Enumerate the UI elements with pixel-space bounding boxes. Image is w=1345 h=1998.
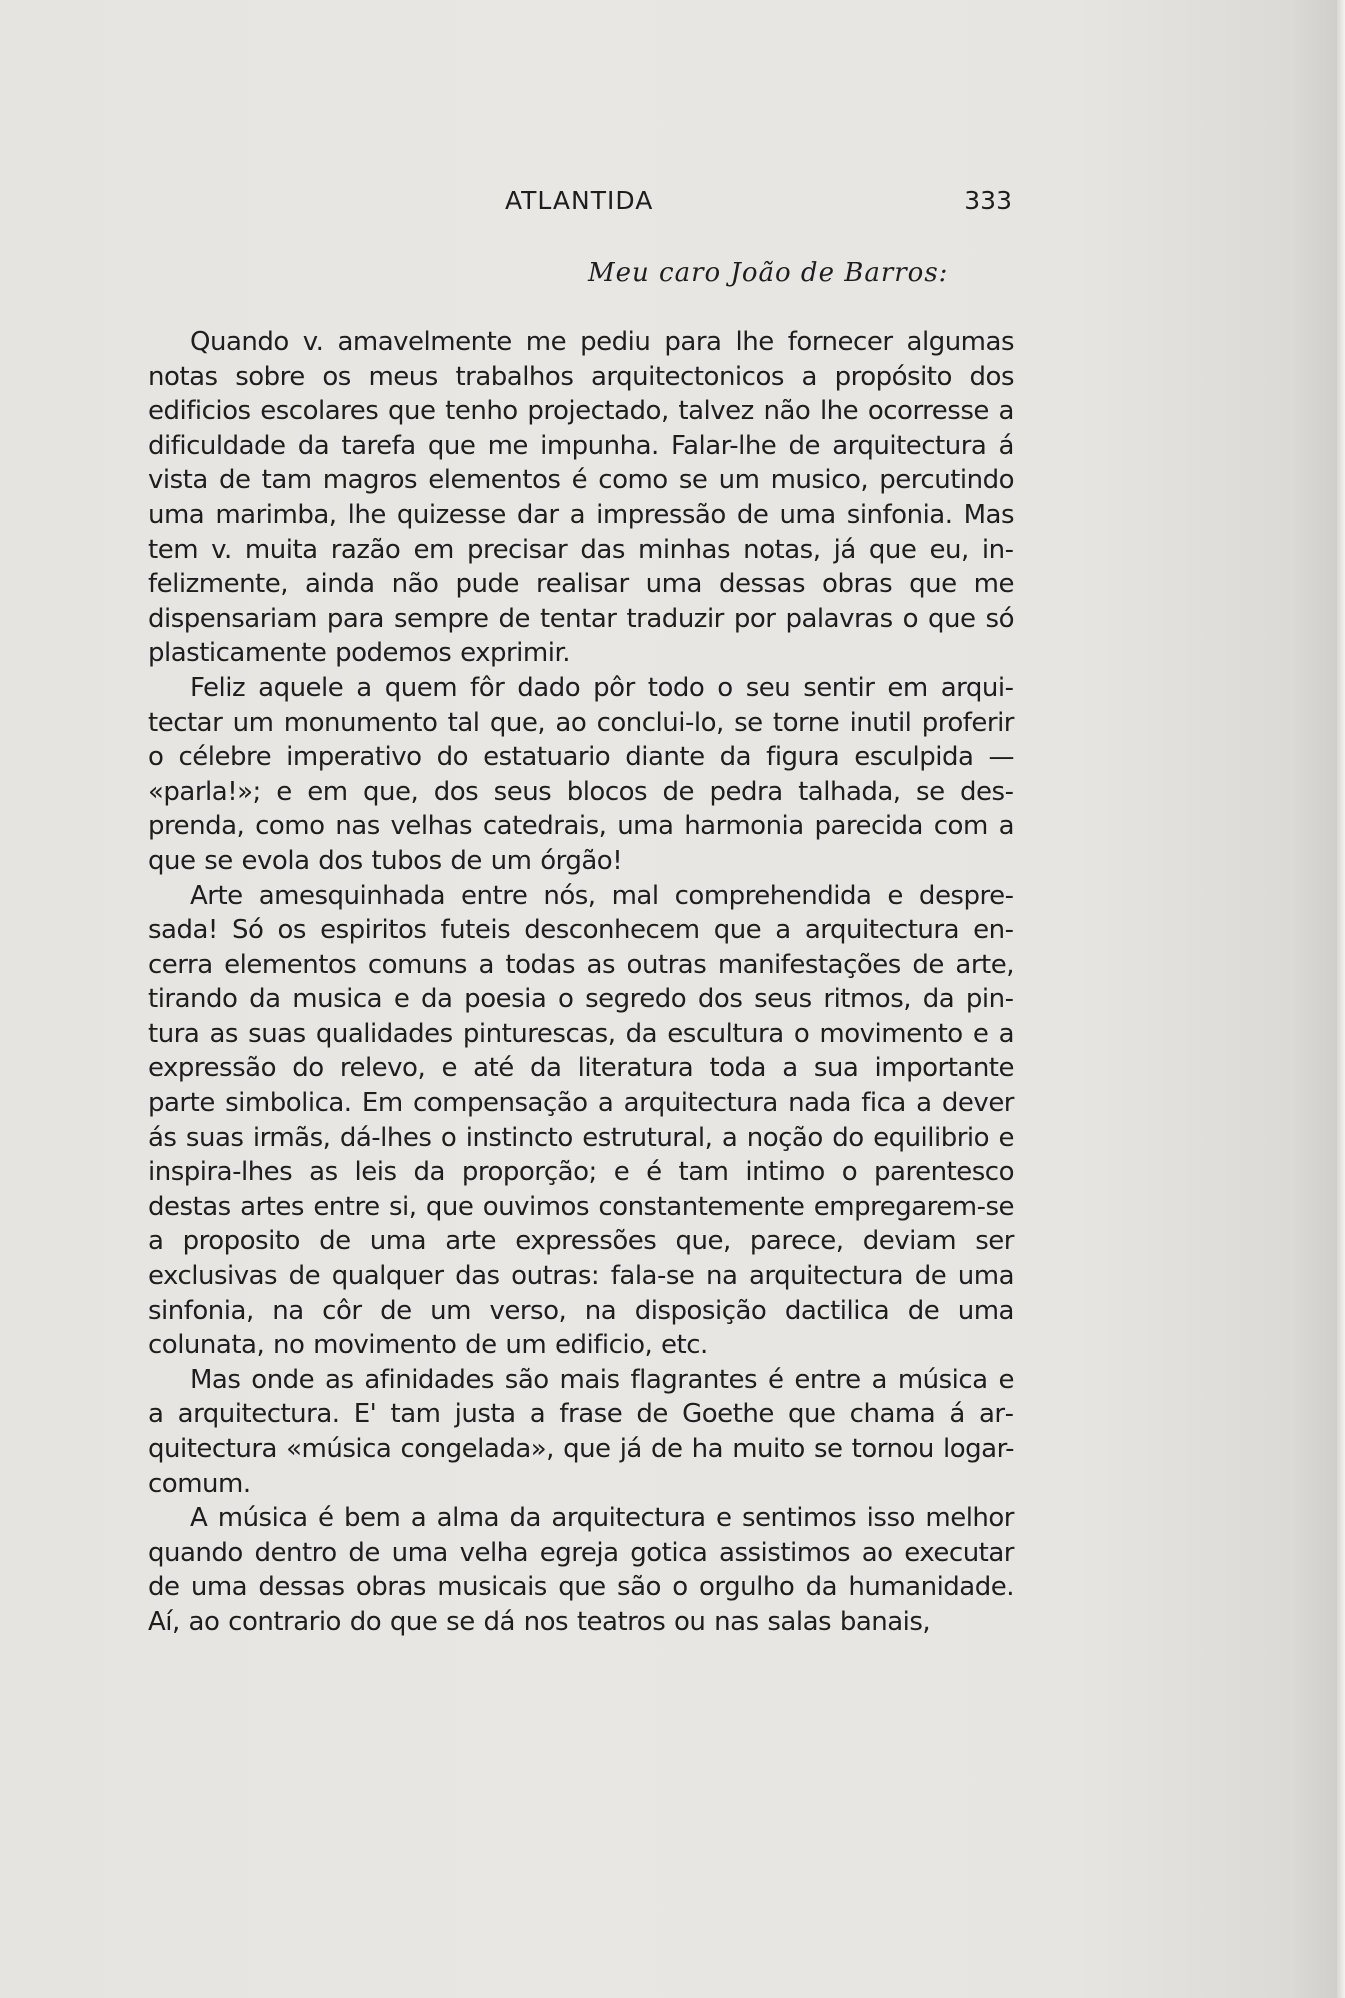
running-head [148, 186, 1012, 226]
letter-body [148, 325, 1014, 1640]
letter-salutation: Meu caro João de Barros: [588, 258, 949, 288]
running-title: ATLANTIDA [505, 186, 654, 215]
paragraph-2: Feliz aquele a quem fôr dado pôr todo o seu sentir em arquitectar um monumento tal que, ao conclui-lo, se torne inutil proferir o célebre imperativo do estatuario diante da figura esculpida — «parla!»; e em que, dos seus blocos de pedra talhada, se desprenda, como nas velhas catedrais, uma harmonia parecida com a que se evola dos tubos de um órgão! [148, 672, 1014, 876]
paragraph-3: Arte amesquinhada entre nós, mal comprehendida e despresada! Só os espiritos futeis desconhecem que a arquitectura encerra elementos comuns a todas as outras manifestações de arte, tirando da musica e da poesia o segredo dos seus ritmos, da pintura as suas qualidades pinturescas, da escultura o movimento e a expressão do relevo, e até da literatura toda a sua importante parte simbolica. Em compensação a arquitectura nada fica a dever ás suas irmãs, dá-lhes o instincto estrutural, a noção do equilibrio e inspira-lhes as leis da proporção; e é tam intimo o parentesco destas artes entre si, que ouvimos constantemente empregarem-se a proposito de uma arte expressões que, parece, deviam ser exclusivas de qualquer das outras: fala-se na arquitectura de uma sinfonia, na côr de um verso, na disposição dactilica de uma colunata, no movimento de um edificio, etc. [148, 880, 1014, 1361]
paragraph-5: A música é bem a alma da arquitectura e sentimos isso melhor quando dentro de uma velha egreja gotica assistimos ao executar de uma dessas obras musicais que são o orgulho da humanidade. Aí, ao contrario do que se dá nos teatros ou nas salas banais, [148, 1503, 1014, 1637]
paragraph-1: Quando v. amavelmente me pediu para lhe fornecer algumas notas sobre os meus trabalhos arquitectonicos a propósito dos edificios escolares que tenho projectado, talvez não lhe ocorresse a dificuldade da tarefa que me impunha. Falar-lhe de arquitectura á vista de tam magros elementos é como se um musico, percutindo uma marimba, lhe quizesse dar a impressão de uma sinfonia. Mas tem v. muita razão em precisar das minhas notas, já que eu, infelizmente, ainda não pude realisar uma dessas obras que me dispensariam para sempre de tentar traduzir por palavras o que só plasticamente podemos exprimir. [148, 327, 1014, 669]
page-edge [1337, 0, 1345, 1998]
paragraph-4: Mas onde as afinidades são mais flagrantes é entre a música e a arquitectura. E' tam justa a frase de Goethe que chama á arquitectura «música congelada», que já de ha muito se tornou logar-comum. [148, 1364, 1014, 1499]
page-number: 333 [964, 186, 1012, 215]
